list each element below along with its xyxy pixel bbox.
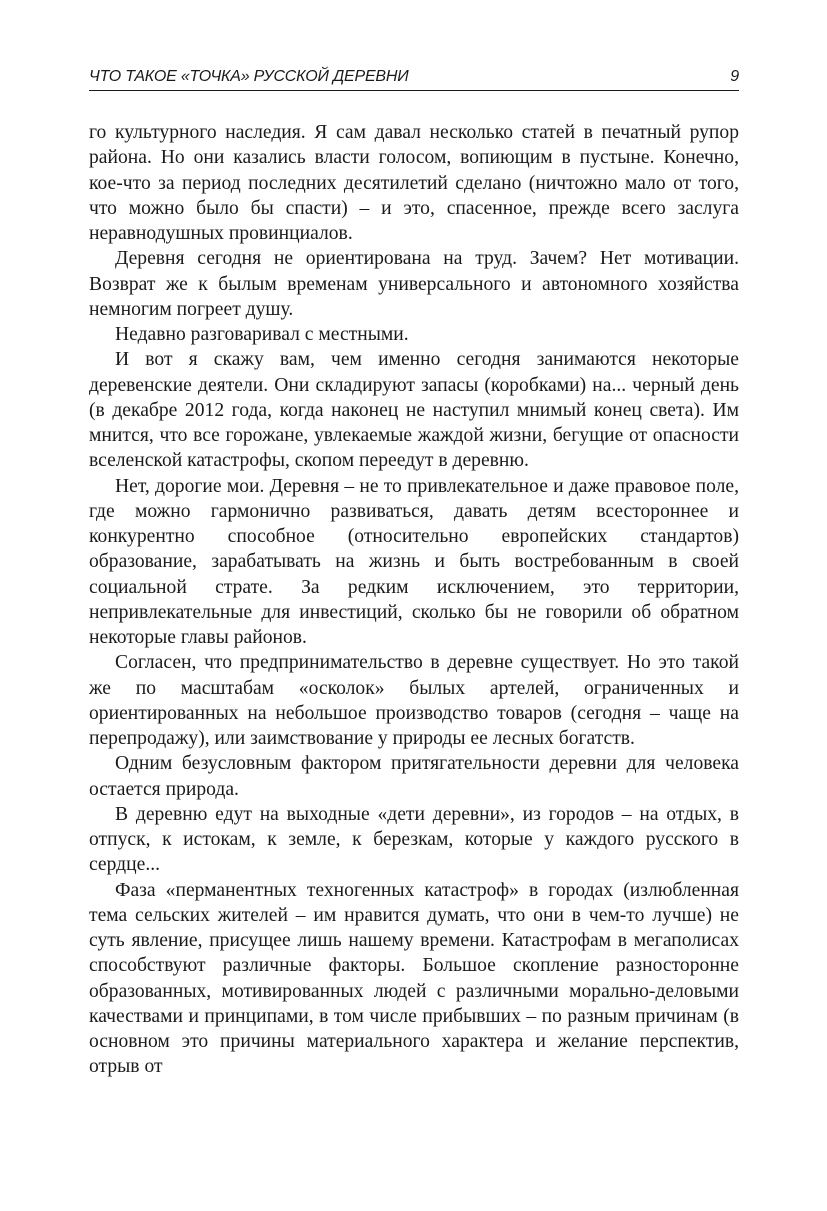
chapter-title: ЧТО ТАКОЕ «ТОЧКА» РУССКОЙ ДЕРЕВНИ (89, 68, 409, 85)
paragraph: го культурного наследия. Я сам давал несколько статей в печатный рупор района. Но они казались власти голосом, вопиющим в пустыне. Конечно, кое-что за период последних десятилетий сделано (ничтожно мало от того, что можно было бы спасти) – и это, спасенное, прежде всего заслуга неравнодушных провинциалов. (89, 122, 739, 244)
paragraph: В деревню едут на выходные «дети деревни», из городов – на отдых, в отпуск, к истокам, к земле, к березкам, которые у каждого русского в сердце... (89, 803, 739, 876)
book-page (89, 0, 739, 1211)
paragraph: Недавно разговаривал с местными. (115, 324, 409, 345)
paragraph: Согласен, что предпринимательство в деревне существует. Но это такой же по масштабам «осколок» былых артелей, ограниченных и ориентированных на небольшое производство товаров (сегодня – чаще на перепродажу), или заимствование у природы ее лесных богатств. (89, 652, 739, 749)
paragraph: Одним безусловным фактором притягательности деревни для человека остается природа. (89, 753, 739, 800)
page-number: 9 (730, 68, 739, 85)
paragraph: Нет, дорогие мои. Деревня – не то привлекательное и даже правовое поле, где можно гармонично развиваться, давать детям всестороннее и конкурентно способное (относительно европейских стандартов) образование, зарабатывать на жизнь и быть востребованным в своей социальной страте. За редким исключением, это территории, непривлекательные для инвестиций, сколько бы не говорили об обратном некоторые главы районов. (89, 475, 739, 648)
paragraph: Деревня сегодня не ориентирована на труд. Зачем? Нет мотивации. Возврат же к былым временам универсального и автономного хозяйства немногим погреет душу. (89, 248, 739, 320)
paragraph: И вот я скажу вам, чем именно сегодня занимаются некоторые деревенские деятели. Они складируют запасы (коробками) на... черный день (в декабре 2012 года, когда наконец не наступил мнимый конец света). Им мнится, что все горожане, увлекаемые жаждой жизни, бегущие от опасности вселенской катастрофы, скопом переедут в деревню. (89, 349, 739, 472)
running-head (89, 66, 739, 91)
paragraph: Фаза «перманентных техногенных катастроф» в городах (излюбленная тема сельских жителей – им нравится думать, что они в чем-то лучше) не суть явление, присущее лишь нашему времени. Катастрофам в мегаполисах способствуют различные факторы. Большое скопление разносторонне образованных, мотивированных людей с различными морально-деловыми качествами и принципами, в том числе прибывших – по разным причинам (в основном это причины материального характера и желание перспектив, отрыв от (89, 879, 739, 1078)
body-text (89, 120, 739, 1080)
